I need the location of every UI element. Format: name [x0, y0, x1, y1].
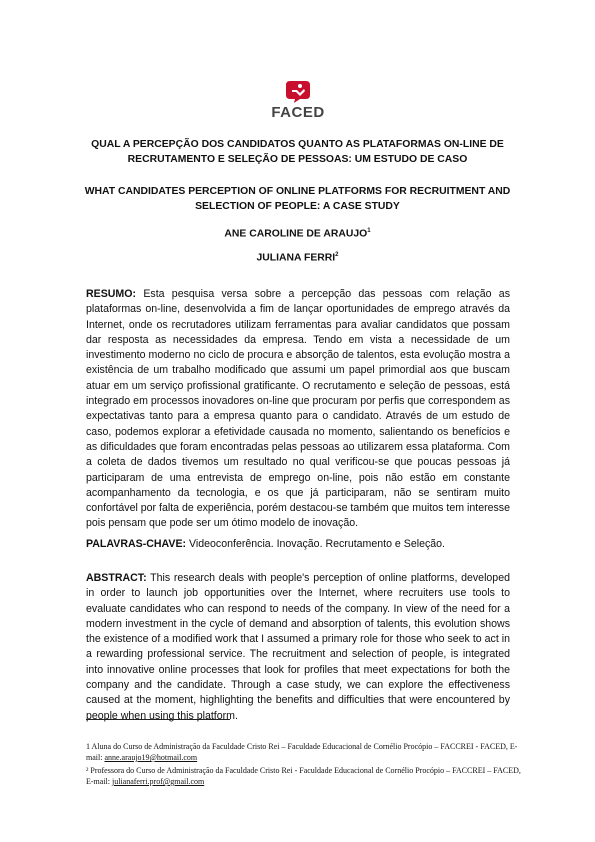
- resumo-text: Esta pesquisa versa sobre a percepção das pessoas com relação as plataformas on-line, desenvolvida a fim de lançar oportunidades de emprego através da Internet, onde os recrutadores utilizam ferramentas para avaliar candidatos que possam dar resposta as necessidades da empresa. Tendo em vista a necessidade de um investimento moderno no ciclo de procura e absorção de talentos, esta evolução mostra a existência de um trabalho modificado que assumi um papel primordial aos que buscam atuar em um serviço profissional gratificante. O recrutamento e seleção de pessoas, está integrado em processos inovadores on-line que procuram por perfis que correspondem as expectativas tanto para a empresa quanto para o candidato. Através de um estudo de caso, podemos explorar a efetividade causada no momento, salientando os benefícios e as dificuldades que foram encontradas pelas pessoas ao utilizarem essa plataforma. Com a coleta de dados tivemos um resultado no qual verificou-se que poucas pessoas já participaram de uma entrevista de emprego on-line, pois não estão em constante acompanhamento da tecnologia, e os que já participaram, não se sentiram muito confortável por falta de experiência, porém destacou-se também que muitos tem interesse pois pensam que pode ser um ótimo modelo de inovação.: [86, 288, 510, 530]
- author-1: [80, 228, 515, 239]
- abstract-label: ABSTRACT:: [86, 572, 147, 584]
- faced-logo-icon: [285, 80, 311, 104]
- footnote-text: ² Professora do Curso de Administração da Faculdade Cristo Rei - Faculdade Educacional de Cornélio Procópio – FACCREI – FACED, E-mail:: [86, 766, 521, 786]
- abstract-text: This research deals with people's perception of online platforms, developed in order to launch job opportunities over the Internet, where recruiters use tools to evaluate candidates who can respond to needs of the company. In view of the need for a modern investment in the cycle of demand and absorption of talents, this evolution shows the existence of a modified work that I assumed a primary role for those who seek to act in a rewarding professional service. The recruitment and selection of people, is integrated into innovative online processes that look for profiles that meet expectations for both the company and the candidate. Through a case study, we can explore the effectiveness caused at the moment, highlighting the benefits and difficulties that were encountered by people when using this platform.: [86, 572, 510, 722]
- footnote-text: 1 Aluna do Curso de Administração da Faculdade Cristo Rei – Faculdade Educacional de Cornélio Procópio – FACCREI - FACED, E-mail:: [86, 742, 518, 762]
- resumo-label: RESUMO:: [86, 288, 137, 300]
- keywords-paragraph: [86, 537, 510, 552]
- title-english: WHAT CANDIDATES PERCEPTION OF ONLINE PLATFORMS FOR RECRUITMENT AND SELECTION OF PEOPLE: A CASE STUDY: [84, 186, 511, 212]
- logo-text: FACED: [271, 104, 325, 121]
- footnote-divider: [86, 719, 230, 720]
- footnote-mark: 2: [335, 252, 339, 258]
- author-name: ANE CAROLINE DE ARAUJO: [224, 228, 368, 240]
- footnote-mark: 1: [367, 228, 371, 234]
- author-name: JULIANA FERRI: [256, 252, 336, 264]
- title-portuguese: QUAL A PERCEPÇÃO DOS CANDIDATOS QUANTO AS PLATAFORMAS ON-LINE DE RECRUTAMENTO E SELEÇÃO DE PESSOAS: UM ESTUDO DE CASO: [91, 139, 504, 165]
- footnote-2: [86, 765, 526, 787]
- email-link[interactable]: anne.araujo19@hotmail.com: [104, 753, 198, 762]
- email-link[interactable]: julianaferri.prof@gmail.com: [112, 777, 205, 786]
- author-2: [80, 252, 515, 263]
- footnote-1: [86, 741, 526, 763]
- abstract-paragraph: [86, 571, 510, 724]
- keywords-text: Videoconferência. Inovação. Recrutamento e Seleção.: [189, 538, 445, 550]
- faced-logo: [271, 80, 325, 121]
- resumo-paragraph: [86, 287, 510, 532]
- keywords-label: PALAVRAS-CHAVE:: [86, 538, 187, 550]
